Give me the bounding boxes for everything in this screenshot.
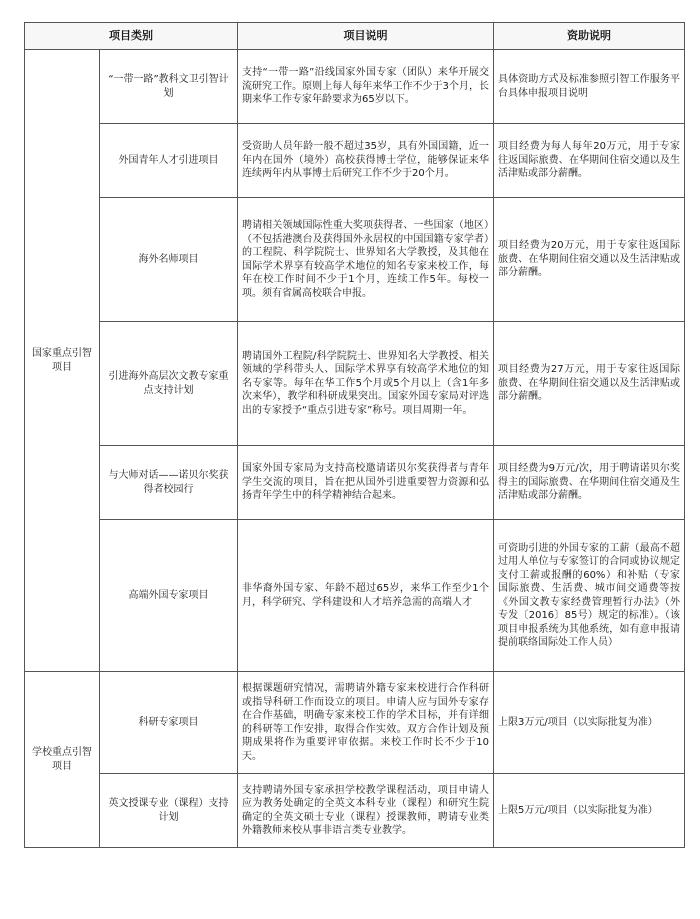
item-funding: 具体资助方式及标准参照引智工作服务平台具体申报项目说明 — [494, 50, 685, 124]
table-row — [25, 672, 685, 774]
group-school-key: 学校重点引智项目 — [25, 672, 100, 848]
item-funding: 上限5万元/项目（以实际批复为准） — [494, 774, 685, 848]
item-funding: 项目经费为20万元，用于专家往返国际旅费、在华期间住宿交通以及生活津贴或部分薪酬。 — [494, 198, 685, 322]
item-description: 受资助人员年龄一般不超过35岁，具有外国国籍，近一年内在国外（境外）高校获得博士学位，能够保证来华连续两年内从事博士后研究工作不少于20个月。 — [238, 124, 494, 198]
item-funding: 可资助引进的外国专家的工薪（最高不超过用人单位与专家签订的合同或协议规定支付工薪或报酬的60%）和补贴（专家国际旅费、生活费、城市间交通费等按《外国文教专家经费管理暂行办法》（外专发〔2016〕85号）规定的标准）。（该项目申报系统为其他系统，如有意申报请提前联络国际处工作人员） — [494, 520, 685, 672]
item-name: 英文授课专业（课程）支持计划 — [100, 774, 238, 848]
item-description: 国家外国专家局为支持高校邀请诺贝尔奖获得者与青年学生交流的项目，旨在把从国外引进重要智力资源和弘扬青年学生中的科学精神结合起来。 — [238, 446, 494, 520]
table-row — [25, 774, 685, 848]
item-name: “一带一路”教科文卫引智计划 — [100, 50, 238, 124]
item-funding: 项目经费为27万元，用于专家往返国际旅费、在华期间住宿交通以及生活津贴或部分薪酬。 — [494, 322, 685, 446]
header-funding: 资助说明 — [494, 23, 685, 50]
table-row — [25, 198, 685, 322]
item-name: 高端外国专家项目 — [100, 520, 238, 672]
item-funding: 项目经费为9万元/次，用于聘请诺贝尔奖得主的国际旅费、在华期间住宿交通及生活津贴或部分薪酬。 — [494, 446, 685, 520]
item-description: 支持聘请外国专家承担学校教学课程活动，项目申请人应为教务处确定的全英文本科专业（课程）和研究生院确定的全英文硕士专业（课程）授课教师，聘请专业类外籍教师来校从事非语言类专业教学。 — [238, 774, 494, 848]
item-description: 聘请国外工程院/科学院院士、世界知名大学教授、相关领域的学科带头人、国际学术界享有较高学术地位的知名专家等。每年在华工作5个月或5个月以上（含1年多次来华），教学和科研成果突出。国家外国专家局对评选出的专家授予“重点引进专家”称号。项目周期一年。 — [238, 322, 494, 446]
funding-table — [24, 22, 685, 848]
item-name: 外国青年人才引进项目 — [100, 124, 238, 198]
item-description: 支持“一带一路”沿线国家外国专家（团队）来华开展交流研究工作。原则上每人每年来华工作不少于3个月，长期来华工作专家年龄要求为65岁以下。 — [238, 50, 494, 124]
item-funding: 上限3万元/项目（以实际批复为准） — [494, 672, 685, 774]
table-row — [25, 50, 685, 124]
item-funding: 项目经费为每人每年20万元，用于专家往返国际旅费、在华期间住宿交通以及生活津贴或部分薪酬。 — [494, 124, 685, 198]
item-description: 聘请相关领域国际性重大奖项获得者、一些国家（地区）（不包括港澳台及获得国外永居权的中国国籍专家学者）的工程院、科学院院士、世界知名大学教授，及其他在国际学术界享有较高学术地位的知名专家来校工作，每年在校工作时间不少于1个月，连续工作5年。每校一项。须有省属高校联合申报。 — [238, 198, 494, 322]
item-description: 根据课题研究情况，需聘请外籍专家来校进行合作科研或指导科研工作而设立的项目。申请人应与国外专家存在合作基础，明确专家来校工作的学术目标，并有详细的科研等工作安排，取得合作实效。双方合作计划及预期成果将作为重要评审依据。来校工作时长不少于10天。 — [238, 672, 494, 774]
item-description: 非华裔外国专家、年龄不超过65岁，来华工作至少1个月，科学研究、学科建设和人才培养急需的高端人才 — [238, 520, 494, 672]
item-name: 海外名师项目 — [100, 198, 238, 322]
header-description: 项目说明 — [238, 23, 494, 50]
table-row — [25, 124, 685, 198]
table-row — [25, 446, 685, 520]
item-name: 与大师对话——诺贝尔奖获得者校园行 — [100, 446, 238, 520]
header-category: 项目类别 — [25, 23, 238, 50]
item-name: 引进海外高层次文教专家重点支持计划 — [100, 322, 238, 446]
table-row — [25, 322, 685, 446]
table-row — [25, 520, 685, 672]
item-name: 科研专家项目 — [100, 672, 238, 774]
group-national-key: 国家重点引智项目 — [25, 50, 100, 672]
table-header-row — [25, 23, 685, 50]
